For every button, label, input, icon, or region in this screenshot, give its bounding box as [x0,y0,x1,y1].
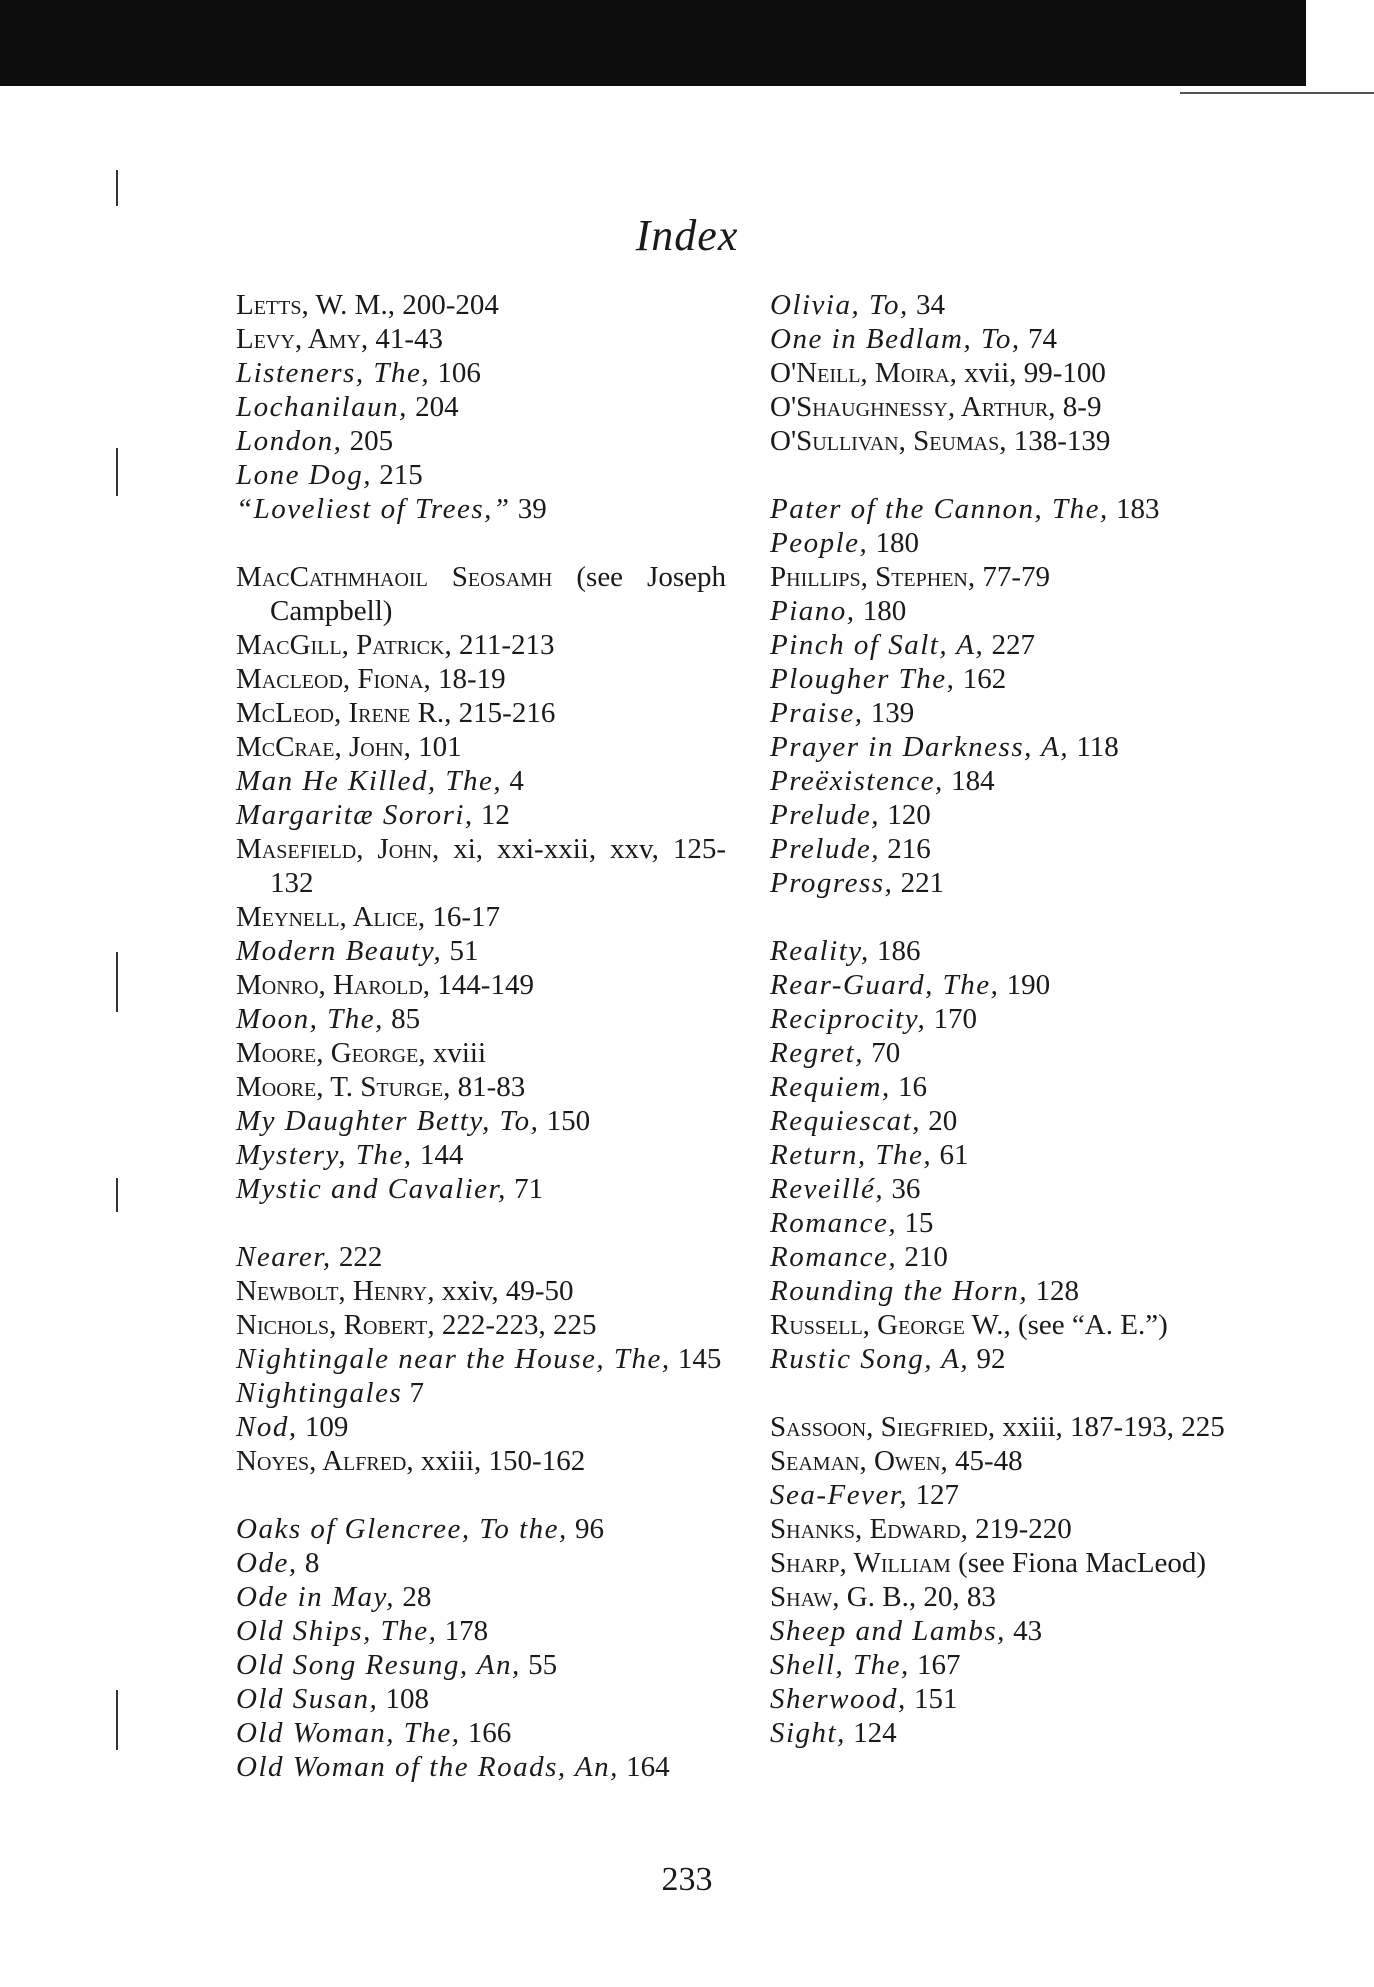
entry-title: Regret, [770,1037,864,1069]
entry-title: Old Susan, [236,1683,379,1715]
index-entry [236,1342,726,1376]
entry-author: McCrae, John [236,731,404,763]
index-entry [770,798,1260,832]
index-entry [236,1036,726,1070]
entry-title: Mystic and Cavalier, [236,1173,507,1205]
index-entry [236,662,726,696]
entry-pages: 222 [331,1241,383,1273]
entry-pages: , xviii [418,1037,487,1069]
index-entry [770,1036,1260,1070]
entry-title: Nod, [236,1411,298,1443]
section-gap [770,1376,1260,1410]
index-entry [770,1342,1260,1376]
margin-mark [116,170,118,206]
entry-pages: , 215-216 [444,697,556,729]
entry-author: Monro, Harold [236,969,423,1001]
entry-author: Shaw, G. B. [770,1581,909,1613]
entry-author: Levy, Amy [236,323,361,355]
entry-title: Sight, [770,1717,846,1749]
entry-author: Meynell, Alice [236,901,418,933]
entry-title: Return, The, [770,1139,933,1171]
entry-title: Old Song Resung, An, [236,1649,521,1681]
index-entry [770,1410,1260,1444]
index-entry [236,832,726,900]
index-entry [770,628,1260,662]
index-entry [770,560,1260,594]
section-gap [770,458,1260,492]
index-column-right [770,288,1260,1750]
index-entry [770,1138,1260,1172]
entry-title: Rustic Song, A, [770,1343,970,1375]
entry-title: Praise, [770,697,864,729]
entry-pages: 55 [520,1649,558,1681]
entry-pages: 139 [863,697,915,729]
index-entry [770,1070,1260,1104]
entry-title: Plougher The, [770,663,956,695]
entry-pages: 8 [297,1547,320,1579]
entry-title: Pater of the Cannon, The, [770,493,1109,525]
entry-pages: , 16-17 [417,901,500,933]
section-gap [236,1206,726,1240]
index-entry [770,1240,1260,1274]
entry-pages: 4 [502,765,524,797]
entry-pages: 20 [920,1105,958,1137]
section-gap [236,526,726,560]
entry-title: Sherwood, [770,1683,907,1715]
entry-title: Ode in May, [236,1581,396,1613]
entry-pages: , 8-9 [1048,391,1102,423]
index-entry [236,1546,726,1580]
entry-pages: 205 [342,425,394,457]
entry-pages: 118 [1069,731,1119,763]
entry-author: McLeod, Irene R. [236,697,445,729]
entry-pages: , 200-204 [387,289,499,321]
entry-author: Noyes, Alfred [236,1445,407,1477]
index-entry [770,1444,1260,1478]
entry-pages: , 138-139 [999,425,1111,457]
entry-author: Shanks, Edward [770,1513,961,1545]
index-entry [770,594,1260,628]
entry-title: Modern Beauty, [236,935,443,967]
entry-pages: 180 [868,527,920,559]
entry-pages: , xxiii, 150-162 [406,1445,586,1477]
entry-pages: 128 [1028,1275,1079,1307]
entry-pages: 12 [473,799,510,831]
entry-author: Moore, T. Sturge [236,1071,444,1103]
index-entry [236,1240,726,1274]
entry-title: Prelude, [770,833,880,865]
entry-author: Masefield, John [236,833,433,865]
entry-title: Moon, The, [236,1003,384,1035]
index-entry [770,1614,1260,1648]
index-entry [236,390,726,424]
index-entry [770,356,1260,390]
margin-mark [116,1178,118,1212]
entry-author: O'Sullivan, Seumas [770,425,1000,457]
entry-title: Oaks of Glencree, To the, [236,1513,568,1545]
index-entry [770,1308,1260,1342]
entry-pages: 186 [869,935,921,967]
entry-pages: 127 [908,1479,959,1511]
entry-title: Rear-Guard, The, [770,969,1000,1001]
entry-pages: 216 [879,833,931,865]
entry-pages: , 18-19 [423,663,506,695]
index-entry [770,1580,1260,1614]
index-entry [236,628,726,662]
entry-title: Old Woman of the Roads, An, [236,1751,619,1783]
index-entry [236,1682,726,1716]
index-entry [236,1070,726,1104]
entry-author: Sassoon, Siegfried [770,1411,988,1443]
index-entry [236,798,726,832]
entry-title: Requiem, [770,1071,891,1103]
entry-pages: 96 [567,1513,604,1545]
entry-pages: 221 [893,867,945,899]
entry-title: Prelude, [770,799,880,831]
index-entry [770,730,1260,764]
entry-pages: 71 [506,1173,544,1205]
entry-title: Sheep and Lambs, [770,1615,1006,1647]
index-entry [770,1512,1260,1546]
entry-pages: 227 [984,629,1036,661]
entry-pages: 34 [908,289,945,321]
entry-title: Nearer, [236,1241,332,1273]
index-entry [236,424,726,458]
entry-pages: 108 [378,1683,430,1715]
entry-author: Newbolt, Henry [236,1275,428,1307]
index-entry [770,1648,1260,1682]
index-entry [770,1002,1260,1036]
entry-title: Listeners, The, [236,357,431,389]
entry-pages: , 41-43 [360,323,444,355]
index-entry [236,288,726,322]
entry-author: O'Neill, Moira [770,357,950,389]
entry-pages: 36 [884,1173,921,1205]
entry-title: People, [770,527,869,559]
entry-title: Nightingales [236,1377,403,1409]
entry-pages: 144 [412,1139,464,1171]
index-entry [236,1512,726,1546]
index-entry [236,1376,726,1410]
index-entry [236,356,726,390]
entry-pages: 210 [897,1241,948,1273]
entry-title: Margaritæ Sorori, [236,799,474,831]
index-entry [236,730,726,764]
entry-title: Reveillé, [770,1173,885,1205]
index-entry [770,390,1260,424]
index-entry [236,1104,726,1138]
index-entry [770,934,1260,968]
index-entry [770,1172,1260,1206]
index-entry [770,832,1260,866]
entry-title: Preëxistence, [770,765,944,797]
index-entry [236,1138,726,1172]
entry-pages: (see Fiona MacLeod) [950,1547,1207,1579]
entry-pages: 151 [906,1683,958,1715]
entry-pages: 109 [297,1411,349,1443]
entry-pages: 7 [402,1377,424,1409]
index-entry [236,1002,726,1036]
entry-pages: 74 [1020,323,1057,355]
index-entry [236,1308,726,1342]
index-entry [236,1716,726,1750]
index-entry [236,900,726,934]
top-black-bar [0,0,1306,86]
entry-pages: 183 [1108,493,1160,525]
index-entry [236,322,726,356]
index-entry [236,1614,726,1648]
index-entry [236,968,726,1002]
section-gap [770,900,1260,934]
entry-pages: , xxiii, 187-193, 225 [987,1411,1225,1443]
index-entry [770,1716,1260,1750]
index-entry [770,696,1260,730]
entry-author: Nichols, Robert [236,1309,428,1341]
index-column-left [236,288,726,1784]
index-entry [236,1172,726,1206]
entry-author: Seaman, Owen [770,1445,941,1477]
index-entry [770,526,1260,560]
entry-pages: , 222-223, 225 [427,1309,597,1341]
entry-title: Ode, [236,1547,298,1579]
entry-pages: 39 [510,493,547,525]
entry-pages: 170 [926,1003,977,1035]
page-number: 233 [661,1861,713,1898]
entry-title: Reciprocity, [770,1003,927,1035]
index-entry [236,1750,726,1784]
entry-author: MacGill, Patrick [236,629,445,661]
entry-author: Macleod, Fiona [236,663,424,695]
entry-author: Moore, George [236,1037,419,1069]
entry-title: Piano, [770,595,856,627]
entry-pages: 190 [999,969,1051,1001]
index-entry [236,492,726,526]
page-title: Index [635,211,739,260]
entry-title: “Loveliest of Trees,” [236,493,511,525]
margin-mark [116,1690,118,1750]
entry-title: Rounding the Horn, [770,1275,1029,1307]
entry-title: London, [236,425,343,457]
entry-title: Prayer in Darkness, A, [770,731,1070,763]
entry-pages: 178 [437,1615,489,1647]
entry-pages: , 20, 83 [908,1581,996,1613]
entry-pages: 164 [618,1751,670,1783]
entry-title: Pinch of Salt, A, [770,629,985,661]
entry-pages: 145 [670,1343,722,1375]
entry-title: Progress, [770,867,894,899]
entry-pages: 120 [879,799,931,831]
entry-title: Shell, The, [770,1649,910,1681]
entry-pages: 215 [371,459,423,491]
entry-pages: , xxiv, 49-50 [427,1275,574,1307]
entry-pages: 106 [430,357,481,389]
entry-pages: 16 [890,1071,927,1103]
entry-title: Sea-Fever, [770,1479,909,1511]
index-entry [236,1410,726,1444]
entry-author: MacCathmhaoil Seosamh [236,561,553,593]
index-entry [236,696,726,730]
entry-title: Old Ships, The, [236,1615,438,1647]
index-entry [236,458,726,492]
entry-title: Reality, [770,935,870,967]
entry-pages: 184 [943,765,995,797]
index-entry [770,866,1260,900]
top-rule [1180,92,1374,94]
entry-pages: 124 [845,1717,897,1749]
entry-pages: , 77-79 [967,561,1051,593]
index-entry [770,1274,1260,1308]
index-entry [770,1546,1260,1580]
entry-pages: 61 [932,1139,969,1171]
entry-title: Mystery, The, [236,1139,413,1171]
entry-pages: 180 [855,595,907,627]
entry-title: Romance, [770,1207,898,1239]
entry-pages: (see Joseph Campbell) [270,561,726,627]
index-entry [770,968,1260,1002]
entry-pages: 85 [383,1003,421,1035]
index-entry [770,1206,1260,1240]
entry-pages: 167 [909,1649,961,1681]
entry-pages: , 101 [403,731,462,763]
index-entry [236,934,726,968]
index-entry [770,288,1260,322]
entry-title: Requiescat, [770,1105,921,1137]
entry-pages: 28 [395,1581,432,1613]
entry-pages: 166 [460,1717,512,1749]
index-entry [236,1580,726,1614]
section-gap [236,1478,726,1512]
entry-author: O'Shaughnessy, Arthur [770,391,1049,423]
entry-title: Lochanilaun, [236,391,408,423]
index-entry [236,560,726,628]
entry-pages: 150 [539,1105,591,1137]
entry-title: Romance, [770,1241,898,1273]
entry-pages: 51 [442,935,479,967]
entry-author: Sharp, William [770,1547,951,1579]
entry-pages: , 81-83 [443,1071,526,1103]
entry-pages: 70 [863,1037,901,1069]
entry-title: My Daughter Betty, To, [236,1105,540,1137]
entry-title: Man He Killed, The, [236,765,503,797]
entry-pages: , 211-213 [444,629,555,661]
entry-title: Nightingale near the House, The, [236,1343,671,1375]
index-entry [770,1104,1260,1138]
entry-pages: 43 [1005,1615,1043,1647]
index-entry [770,1478,1260,1512]
index-entry [770,322,1260,356]
index-entry [770,424,1260,458]
entry-pages: 15 [897,1207,934,1239]
entry-pages: 204 [407,391,459,423]
entry-pages: 162 [955,663,1007,695]
margin-mark [116,448,118,496]
index-entry [236,1648,726,1682]
entry-pages: , xvii, 99-100 [949,357,1106,389]
entry-author: Letts, W. M. [236,289,388,321]
index-entry [236,764,726,798]
entry-author: Russell, George W. [770,1309,1004,1341]
entry-pages: , 144-149 [422,969,534,1001]
entry-pages: , xi, xxi-xxii, xxv, 125-132 [270,833,726,899]
margin-mark [116,952,118,1012]
entry-title: Olivia, To, [770,289,909,321]
index-entry [236,1444,726,1478]
entry-pages: , 45-48 [940,1445,1023,1477]
index-entry [770,1682,1260,1716]
entry-pages: , 219-220 [960,1513,1072,1545]
entry-title: Lone Dog, [236,459,372,491]
index-entry [236,1274,726,1308]
index-entry [770,764,1260,798]
entry-title: One in Bedlam, To, [770,323,1021,355]
entry-pages: 92 [969,1343,1006,1375]
index-entry [770,492,1260,526]
entry-title: Old Woman, The, [236,1717,461,1749]
index-entry [770,662,1260,696]
entry-author: Phillips, Stephen [770,561,968,593]
entry-pages: , (see “A. E.”) [1003,1309,1168,1341]
